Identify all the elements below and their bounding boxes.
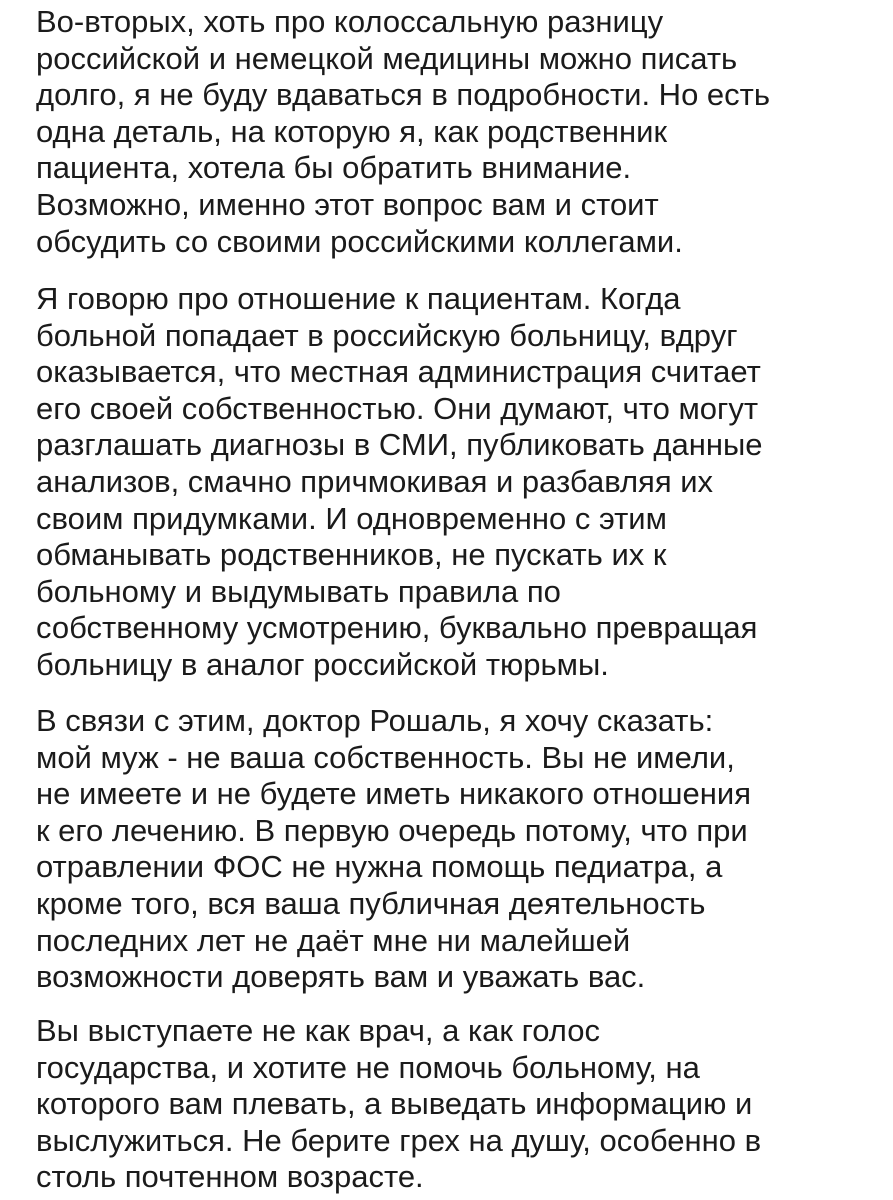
text-line: Во-вторых, хоть про колоссальную разницу [36, 4, 664, 39]
text-line: Я говорю про отношение к пациентам. Когда [36, 281, 681, 316]
text-line: больницу в аналог российской тюрьмы. [36, 646, 609, 682]
text-line: отравлении ФОС не нужна помощь педиатра, а [36, 849, 723, 885]
text-line: кроме того, вся ваша публичная деятельность [36, 885, 706, 921]
text-line: Вы выступаете не как врач, а как голос [36, 1013, 600, 1048]
text-line: оказывается, что местная администрация считает [36, 354, 761, 390]
text-line: последних лет не даёт мне ни малейшей [36, 922, 631, 958]
text-line: возможности доверять вам и уважать вас. [36, 959, 646, 995]
paragraph-4 [36, 1013, 761, 1196]
text-line: столь почтенном возрасте. [36, 1159, 424, 1195]
text-line: собственному усмотрению, буквально превращая [36, 610, 758, 646]
text-line: мой муж - не ваша собственность. Вы не имели, [36, 739, 735, 775]
text-line: больному и выдумывать правила по [36, 573, 561, 609]
text-line: разглашать диагнозы в СМИ, публиковать данные [36, 427, 763, 463]
text-line: которого вам плевать, а выведать информацию и [36, 1086, 753, 1122]
text-line: одна деталь, на которую я, как родственник [36, 113, 668, 149]
text-line: долго, я не буду вдаваться в подробности. Но есть [36, 77, 771, 113]
text-line: его своей собственностью. Они думают, что могут [36, 390, 759, 426]
paragraph-2 [36, 281, 763, 684]
text-line: анализов, смачно причмокивая и разбавляя их [36, 463, 714, 499]
text-line: пациента, хотела бы обратить внимание. [36, 150, 632, 186]
text-line: своим придумками. И одновременно с этим [36, 500, 667, 536]
text-line: российской и немецкой медицины можно писать [36, 40, 738, 76]
text-line: обманывать родственников, не пускать их к [36, 537, 667, 573]
text-line: Возможно, именно этот вопрос вам и стоит [36, 186, 659, 222]
text-line: государства, и хотите не помочь больному, на [36, 1049, 700, 1085]
text-line: выслужиться. Не берите грех на душу, особенно в [36, 1122, 762, 1158]
text-line: больной попадает в российскую больницу, вдруг [36, 317, 738, 353]
text-line: В связи с этим, доктор Рошаль, я хочу сказать: [36, 703, 714, 738]
text-line: обсудить со своими российскими коллегами. [36, 223, 683, 259]
text-line: не имеете и не будете иметь никакого отношения [36, 776, 752, 812]
paragraph-3 [36, 703, 751, 996]
text-line: к его лечению. В первую очередь потому, что при [36, 812, 748, 848]
paragraph-1 [36, 4, 770, 260]
